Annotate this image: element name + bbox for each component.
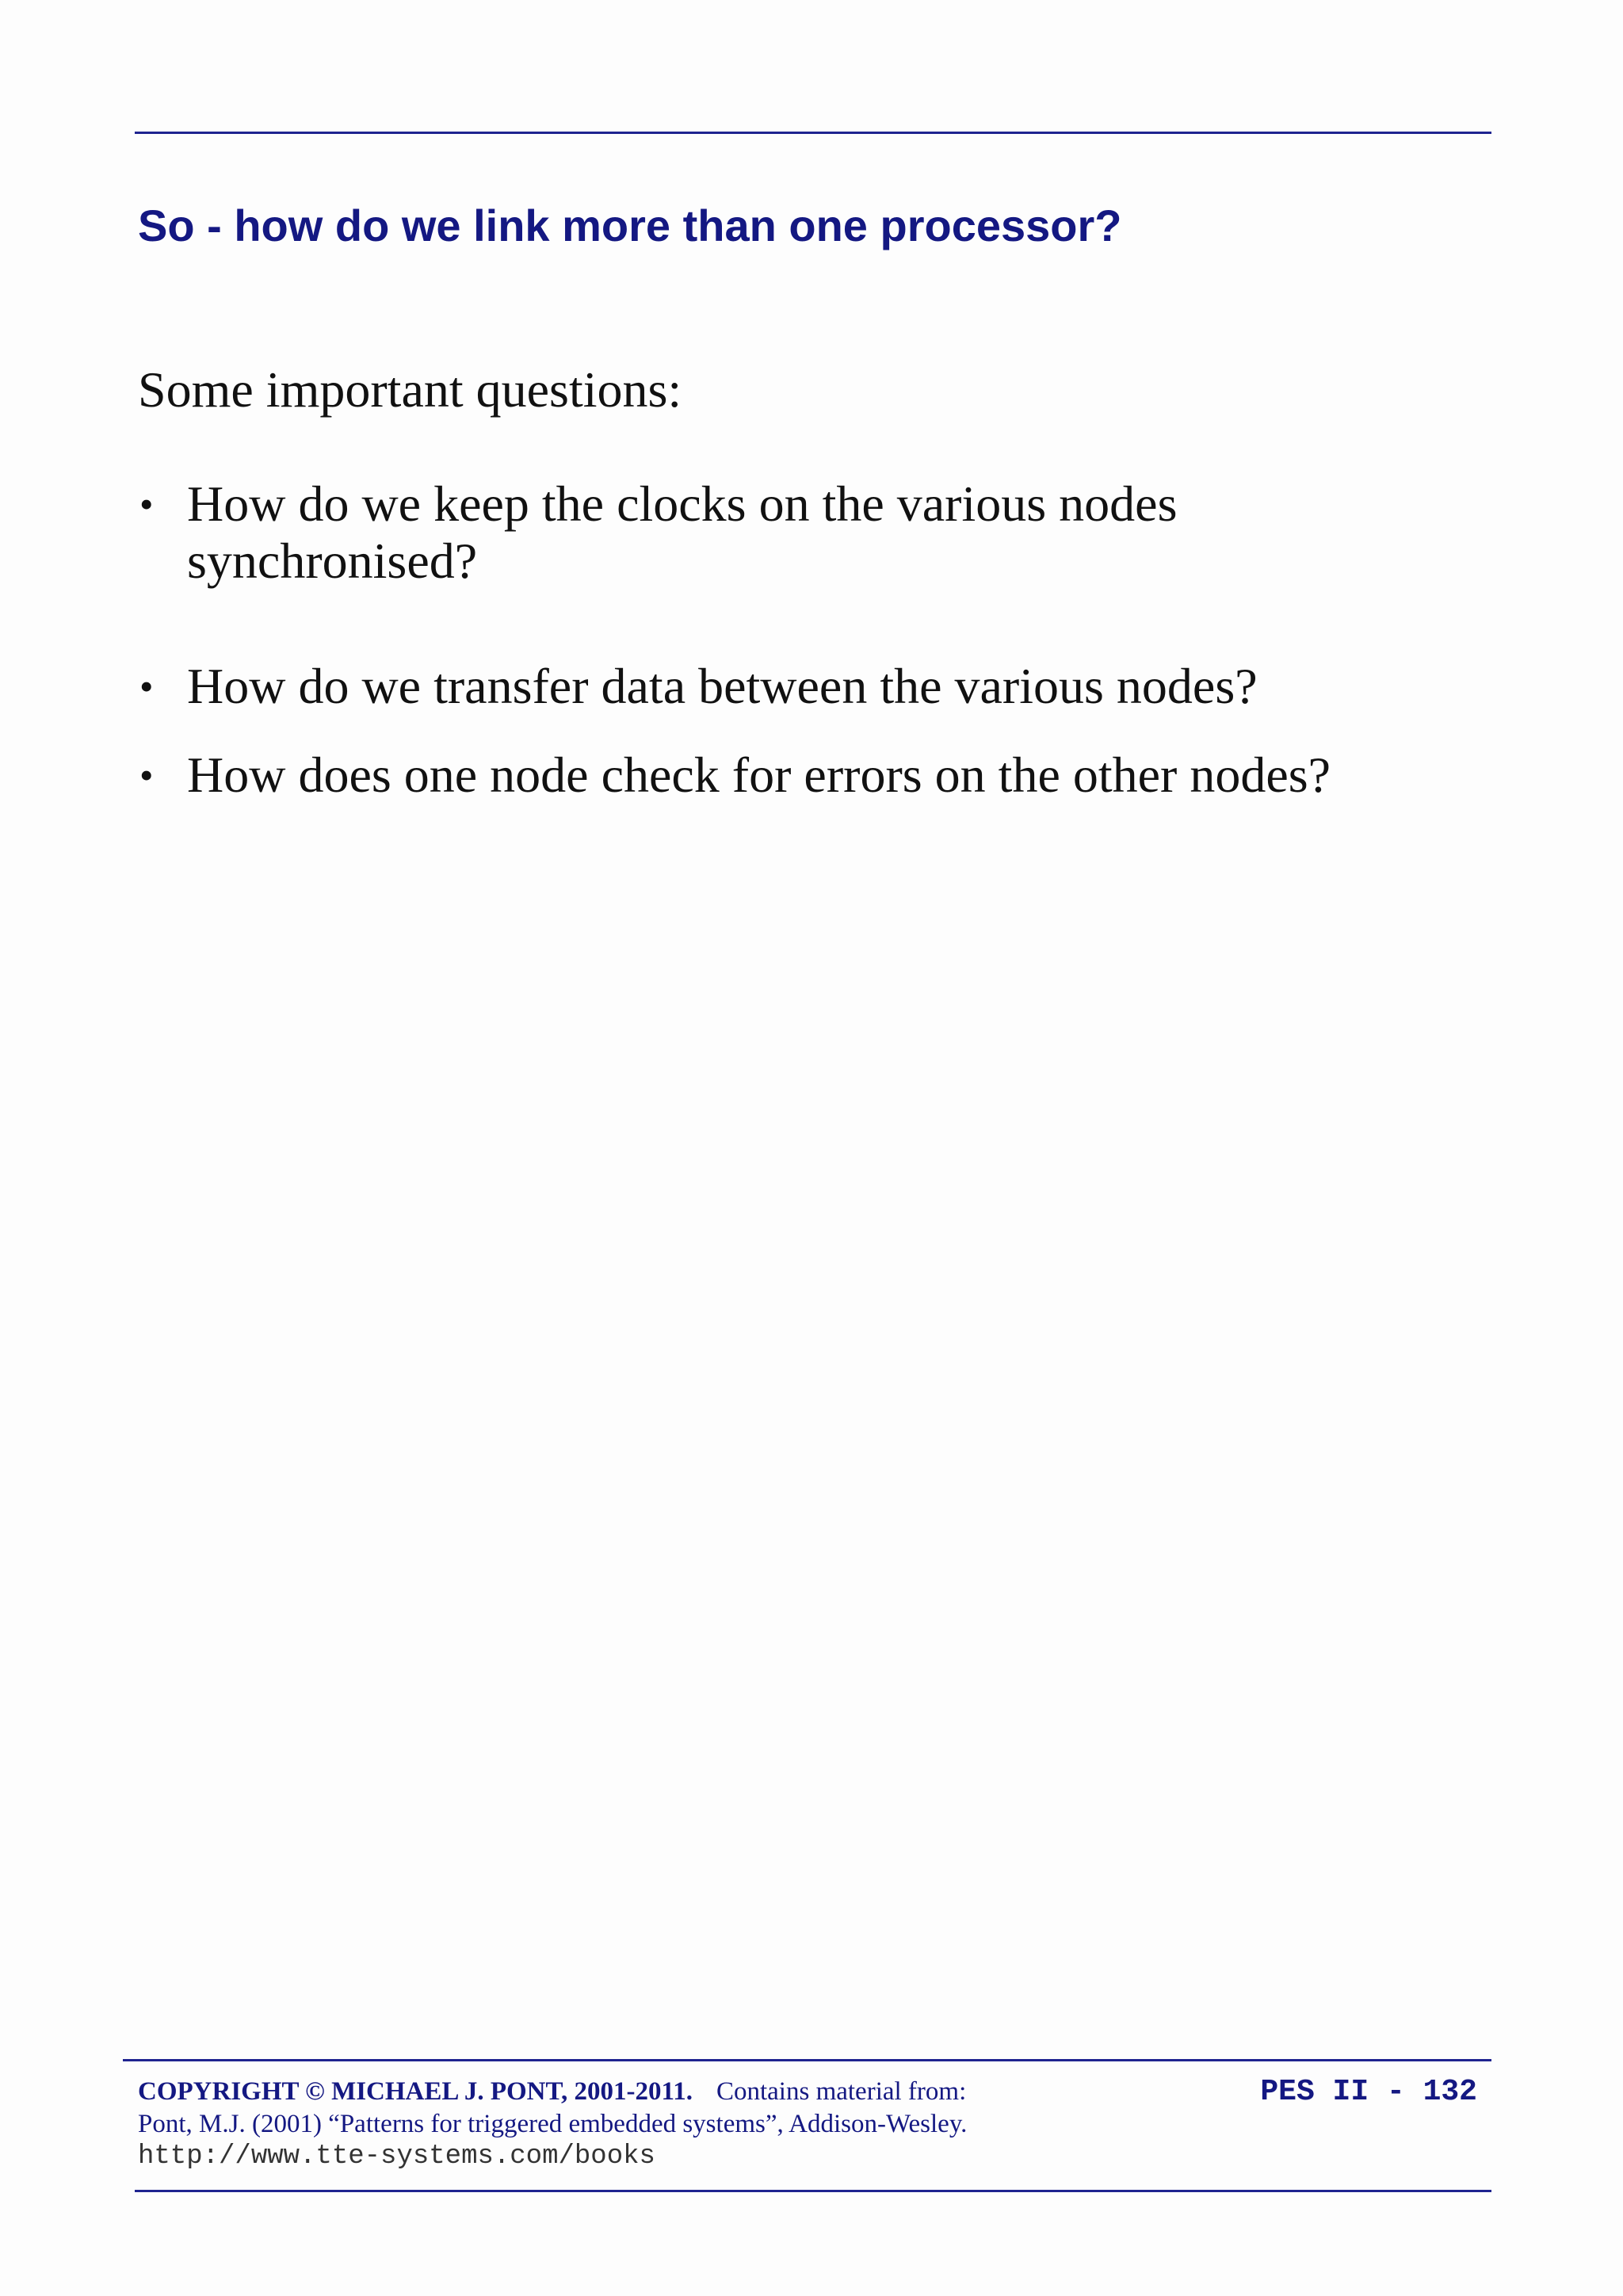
footer-copyright-line <box>138 2075 966 2108</box>
list-item-text: How does one node check for errors on the other nodes? <box>187 747 1331 803</box>
list-item-text: How do we transfer data between the various nodes? <box>187 658 1258 714</box>
list-item-text: How do we keep the clocks on the various nodes synchronised? <box>187 476 1178 589</box>
footer-bottom-rule <box>135 2190 1491 2192</box>
page-title: So - how do we link more than one processor? <box>138 201 1122 250</box>
page-number: PES II - 132 <box>1260 2075 1477 2109</box>
list-item <box>138 658 1485 715</box>
footer-url-link[interactable]: http://www.tte-systems.com/books <box>138 2141 655 2172</box>
intro-text: Some important questions: <box>138 361 682 418</box>
bullet-icon: • <box>139 753 154 797</box>
bullet-icon: • <box>139 664 154 709</box>
footer-reference: Pont, M.J. (2001) “Patterns for triggered embedded systems”, Addison-Wesley. <box>138 2110 968 2138</box>
header-rule <box>135 132 1491 134</box>
bullet-icon: • <box>139 482 154 526</box>
contains-material-label: Contains material from: <box>716 2077 967 2106</box>
question-list <box>138 476 1485 804</box>
copyright-notice: COPYRIGHT © MICHAEL J. PONT, 2001-2011. <box>138 2077 693 2106</box>
list-item <box>138 476 1336 590</box>
footer-top-rule <box>123 2059 1491 2061</box>
list-item <box>138 747 1485 804</box>
